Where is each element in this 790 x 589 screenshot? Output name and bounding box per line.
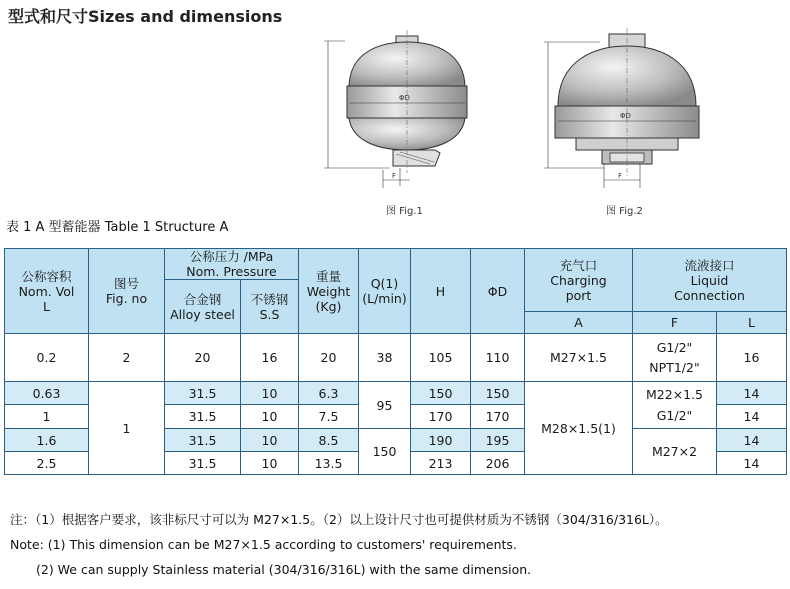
cell-alloy: 31.5 [165,382,241,405]
accumulator-drawings [0,28,790,218]
header-nom-vol: 公称容积 Nom. Vol L [5,249,89,334]
cell-q: 95 [359,382,411,429]
cell-ss: 10 [241,452,299,475]
cell-f: G1/2" NPT1/2" [633,334,717,382]
cell-weight: 6.3 [299,382,359,405]
cell-q: 150 [359,429,411,475]
note-english-2: (2) We can supply Stainless material (304/316/316L) with the same dimension. [36,562,532,577]
fig2-drawing [544,28,699,188]
cell-weight: 7.5 [299,405,359,429]
cell-l: 14 [717,452,787,475]
note-chinese: 注：（1）根据客户要求，该非标尺寸可以为 M27×1.5。（2）以上设计尺寸也可提供材质为不锈钢（304/316/316L）。 [10,512,668,527]
header-alloy-steel: 合金钢 Alloy steel [165,280,241,334]
header-charging-a: A [525,312,633,334]
cell-weight: 13.5 [299,452,359,475]
header-q: Q(1) (L/min) [359,249,411,334]
fig1-dim-d: ΦD [399,94,410,102]
note-english-1: Note: (1) This dimension can be M27×1.5 according to customers' requirements. [10,537,517,552]
cell-d: 206 [471,452,525,475]
cell-weight: 8.5 [299,429,359,452]
cell-f: M22×1.5 G1/2" [633,382,717,429]
cell-vol: 1.6 [5,429,89,452]
table-row [5,382,787,405]
cell-d: 195 [471,429,525,452]
header-nom-pressure: 公称压力 /MPa Nom. Pressure [165,249,299,280]
cell-weight: 20 [299,334,359,382]
cell-ss: 10 [241,382,299,405]
cell-vol: 1 [5,405,89,429]
fig1-drawing [324,30,467,188]
cell-l: 14 [717,382,787,405]
cell-charging: M27×1.5 [525,334,633,382]
fig1-dim-f: F [392,172,397,180]
fig1-caption: 图 Fig.1 [386,206,423,217]
cell-d: 150 [471,382,525,405]
cell-vol: 2.5 [5,452,89,475]
cell-fig: 1 [89,382,165,475]
cell-l: 14 [717,405,787,429]
cell-h: 213 [411,452,471,475]
fig2-dim-f: F [618,172,623,180]
cell-l: 16 [717,334,787,382]
cell-h: 190 [411,429,471,452]
header-liquid-f: F [633,312,717,334]
cell-alloy: 31.5 [165,452,241,475]
page-title: 型式和尺寸Sizes and dimensions [8,7,283,26]
cell-alloy: 20 [165,334,241,382]
header-weight: 重量 Weight (Kg) [299,249,359,334]
cell-alloy: 31.5 [165,405,241,429]
cell-h: 105 [411,334,471,382]
header-charging-port: 充气口 Charging port [525,249,633,312]
cell-fig: 2 [89,334,165,382]
cell-ss: 10 [241,405,299,429]
cell-d: 110 [471,334,525,382]
fig2-caption: 图 Fig.2 [606,206,643,217]
cell-alloy: 31.5 [165,429,241,452]
header-d: ΦD [471,249,525,334]
header-row-1 [5,249,787,280]
cell-h: 150 [411,382,471,405]
cell-vol: 0.63 [5,382,89,405]
table-row [5,334,787,382]
cell-charging: M28×1.5(1) [525,382,633,475]
fig2-dim-d: ΦD [620,112,631,120]
cell-f: M27×2 [633,429,717,475]
cell-ss: 16 [241,334,299,382]
header-h: H [411,249,471,334]
header-liquid-connection: 流液接口 Liquid Connection [633,249,787,312]
cell-l: 14 [717,429,787,452]
header-fig-no: 图号 Fig. no [89,249,165,334]
spec-table [4,248,787,475]
cell-q: 38 [359,334,411,382]
cell-ss: 10 [241,429,299,452]
cell-h: 170 [411,405,471,429]
header-liquid-l: L [717,312,787,334]
table-caption: 表 1 A 型蓄能器 Table 1 Structure A [6,220,229,235]
cell-d: 170 [471,405,525,429]
cell-vol: 0.2 [5,334,89,382]
header-ss: 不锈钢 S.S [241,280,299,334]
